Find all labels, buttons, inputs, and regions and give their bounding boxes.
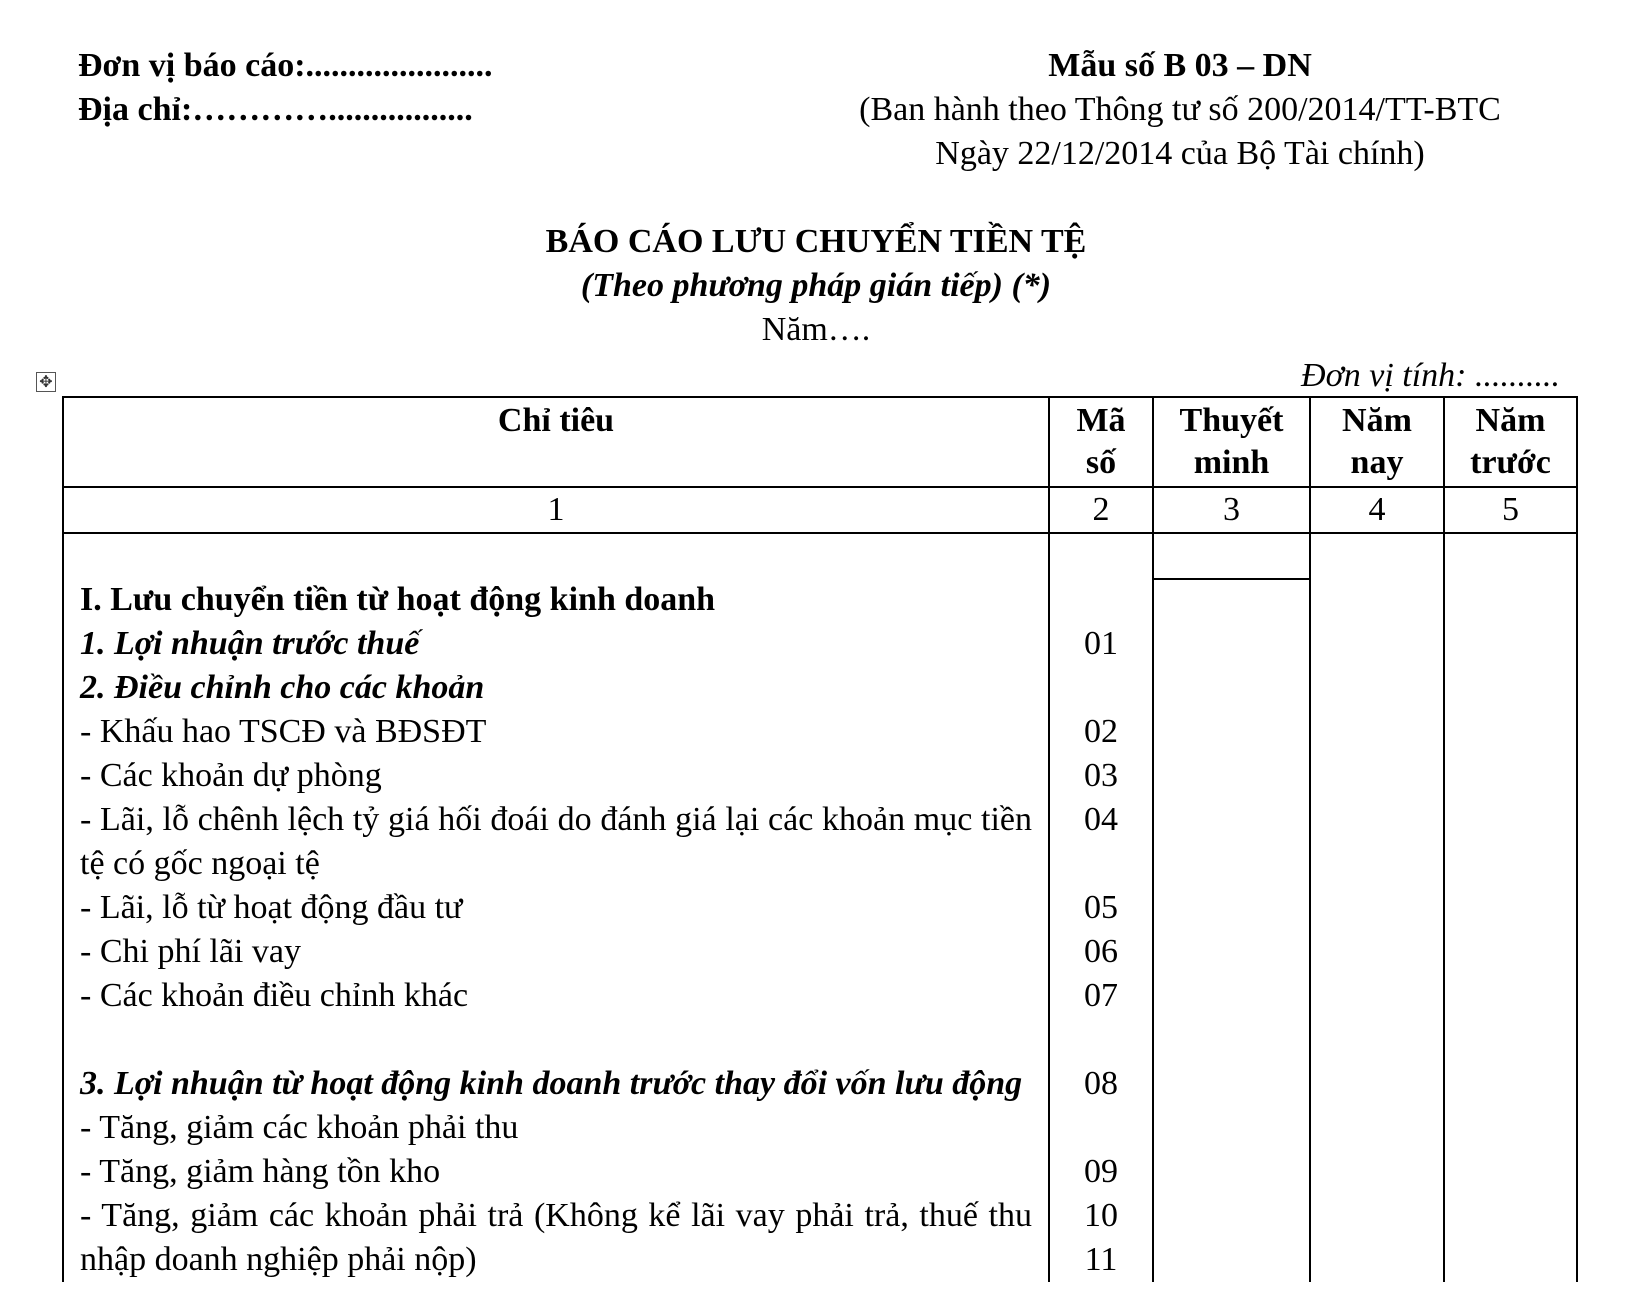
row-code: 10 (1084, 1197, 1118, 1234)
table-header-row (63, 397, 1577, 487)
report-year: Năm…. (761, 311, 871, 348)
indicator-row: - Các khoản điều chỉnh khác (80, 977, 469, 1014)
row-code: 07 (1084, 977, 1118, 1014)
header-previous-year (1444, 397, 1577, 487)
report-subtitle: (Theo phương pháp gián tiếp) (*) (580, 267, 1052, 304)
row-code: 01 (1084, 625, 1118, 662)
header-notes-line1: Thuyết (1179, 402, 1284, 439)
cash-flow-table (62, 396, 1578, 1282)
column-number: 5 (1444, 487, 1577, 533)
indicator-row: 1. Lợi nhuận trước thuế (80, 625, 420, 662)
indicator-row: - Lãi, lỗ chênh lệch tỷ giá hối đoái do đánh giá lại các khoản mục tiền tệ có gốc ngoại tệ (80, 801, 1032, 882)
column-number: 4 (1310, 487, 1444, 533)
header-code-line1: Mã (1076, 402, 1126, 439)
row-code: 04 (1084, 801, 1118, 838)
header-current-year-line1: Năm (1342, 402, 1412, 439)
row-code: 06 (1084, 933, 1118, 970)
issued-by-line-1: (Ban hành theo Thông tư số 200/2014/TT-BTC (859, 91, 1501, 128)
row-code: 03 (1084, 757, 1118, 794)
form-reference (800, 44, 1560, 176)
header-current-year (1310, 397, 1444, 487)
header-current-year-line2: nay (1350, 444, 1404, 481)
row-code: 11 (1084, 1241, 1118, 1278)
column-number-row (63, 487, 1577, 533)
code-column (1049, 533, 1153, 1282)
header-previous-year-line1: Năm (1475, 402, 1546, 439)
currency-unit: Đơn vị tính: .......... (1301, 357, 1560, 394)
indicator-row: - Chi phí lãi vay (80, 933, 301, 970)
column-number: 2 (1049, 487, 1153, 533)
row-code: 08 (1084, 1065, 1118, 1102)
column-number: 1 (63, 487, 1049, 533)
header-code (1049, 397, 1153, 487)
header-indicator-label: Chỉ tiêu (497, 402, 615, 439)
issued-by-line-2: Ngày 22/12/2014 của Bộ Tài chính) (935, 135, 1425, 172)
table-move-handle-icon[interactable]: ✥ (36, 372, 56, 392)
indicator-row: - Khấu hao TSCĐ và BĐSĐT (80, 713, 487, 750)
indicator-row: - Các khoản dự phòng (80, 757, 382, 794)
header-previous-year-line2: trước (1470, 444, 1551, 481)
section-heading-operating: I. Lưu chuyển tiền từ hoạt động kinh doanh (80, 581, 716, 618)
report-title-block (0, 220, 1632, 352)
table-body-row (63, 533, 1577, 1282)
row-code: 09 (1084, 1153, 1118, 1190)
header-notes (1153, 397, 1310, 487)
previous-year-column (1444, 533, 1577, 1282)
column-number: 3 (1153, 487, 1310, 533)
form-number: Mẫu số B 03 – DN (1048, 47, 1312, 84)
notes-cell-divider (1154, 534, 1309, 580)
indicator-column (63, 533, 1049, 1282)
indicator-row: - Tăng, giảm hàng tồn kho (80, 1153, 441, 1190)
header-notes-line2: minh (1193, 444, 1270, 481)
current-year-column (1310, 533, 1444, 1282)
indicator-row: - Lãi, lỗ từ hoạt động đầu tư (80, 889, 463, 926)
header-code-line2: số (1085, 444, 1117, 481)
report-title: BÁO CÁO LƯU CHUYỂN TIỀN TỆ (545, 223, 1087, 260)
row-code: 02 (1084, 713, 1118, 750)
header-indicator (63, 397, 1049, 487)
indicator-row: - Tăng, giảm các khoản phải trả (Không kể lãi vay phải trả, thuế thu nhập doanh nghiệp phải nộp) (80, 1197, 1032, 1278)
indicator-row: 2. Điều chỉnh cho các khoản (80, 669, 485, 706)
report-header-left (78, 44, 493, 132)
indicator-row: - Tăng, giảm các khoản phải thu (80, 1109, 519, 1146)
notes-column (1153, 533, 1310, 1282)
row-code: 05 (1084, 889, 1118, 926)
address-label: Địa chỉ:…………................. (78, 91, 473, 128)
indicator-row: 3. Lợi nhuận từ hoạt động kinh doanh trước thay đổi vốn lưu động (80, 1065, 1023, 1102)
reporting-unit-label: Đơn vị báo cáo:...................... (78, 47, 493, 84)
